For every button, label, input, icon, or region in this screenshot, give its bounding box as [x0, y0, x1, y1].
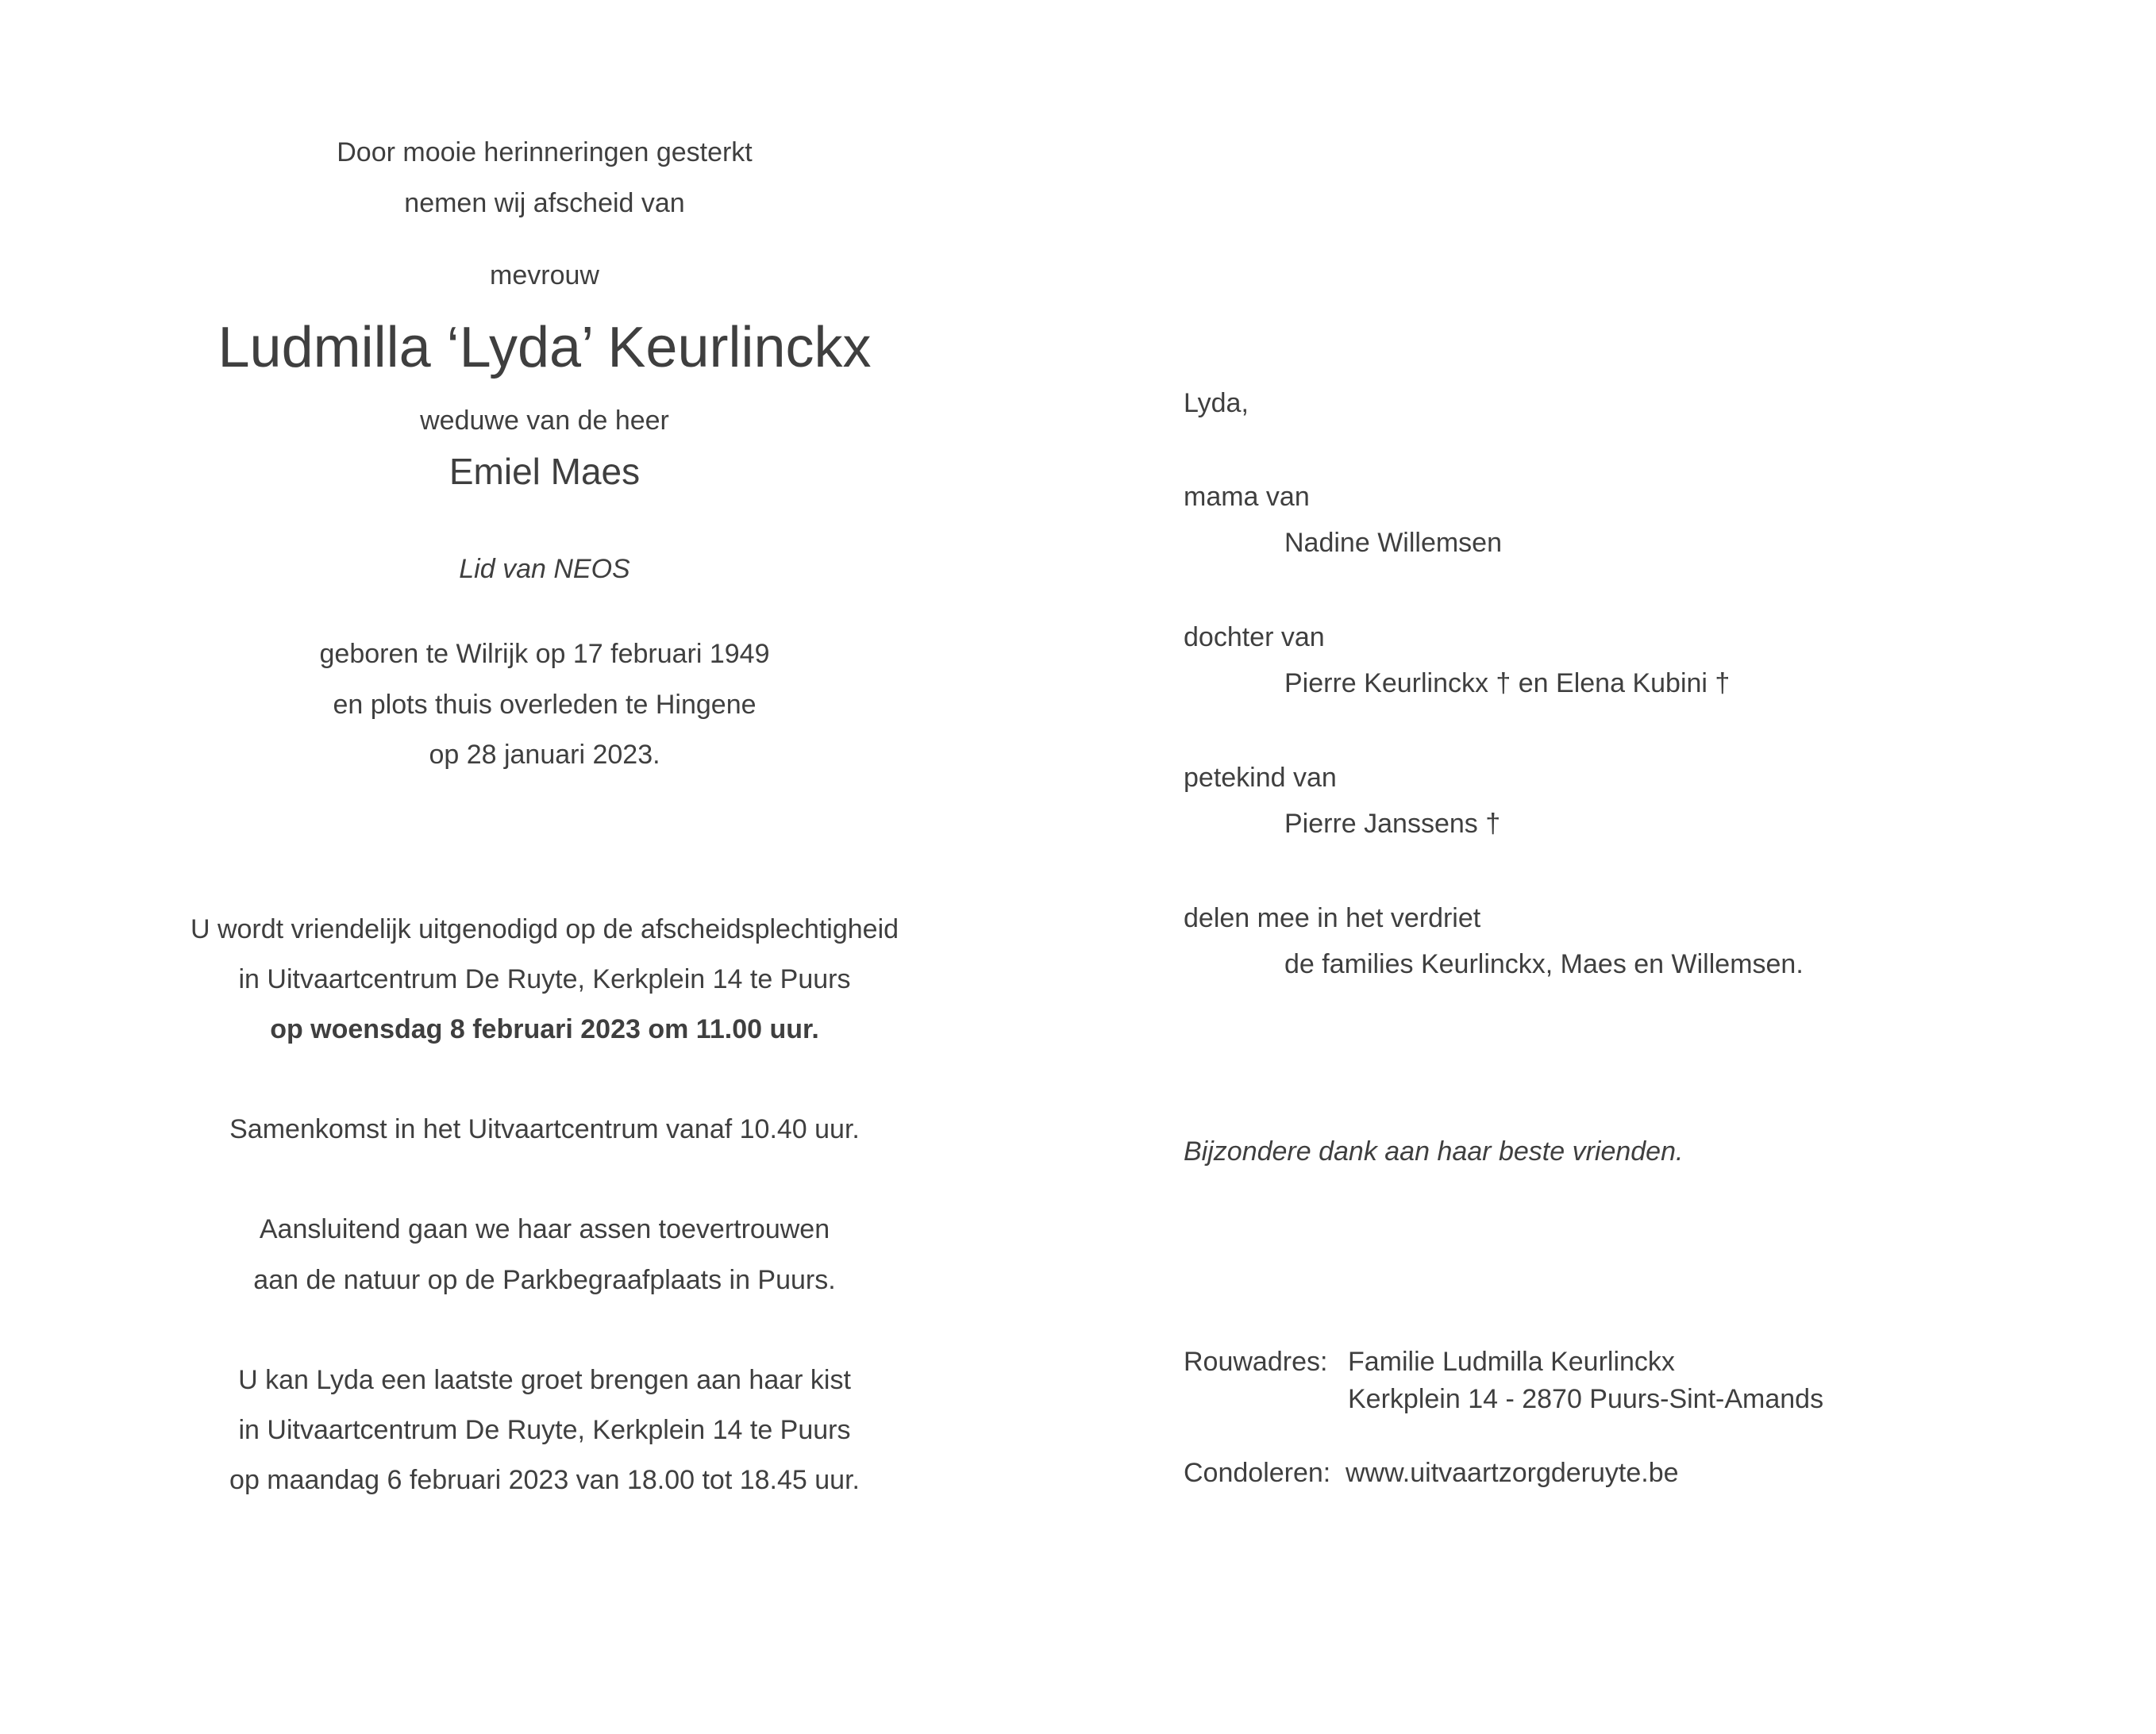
membership: Lid van NEOS [459, 554, 630, 584]
died-date-line: op 28 januari 2023. [429, 740, 660, 770]
share-label: delen mee in het verdriet [1184, 903, 1481, 933]
intro-line-1: Door mooie herinneringen gesterkt [337, 137, 753, 167]
daughter-label: dochter van [1184, 622, 1325, 652]
spouse-name: Emiel Maes [449, 451, 641, 492]
ceremony-line-2: in Uitvaartcentrum De Ruyte, Kerkplein 14 te Puurs [238, 964, 851, 994]
ceremony-date: op woensdag 8 februari 2023 om 11.00 uur. [270, 1014, 819, 1044]
salutation: Lyda, [1184, 388, 1249, 418]
mother-value: Nadine Willemsen [1284, 528, 1502, 558]
honorific: mevrouw [490, 260, 599, 290]
thanks-line: Bijzondere dank aan haar beste vrienden. [1184, 1136, 1684, 1167]
ceremony-line-1: U wordt vriendelijk uitgenodigd op de afscheidsplechtigheid [190, 914, 899, 944]
address-line-2: Kerkplein 14 - 2870 Puurs-Sint-Amands [1348, 1384, 1824, 1414]
widow-of-label: weduwe van de heer [420, 406, 669, 436]
visit-line-1: U kan Lyda een laatste groet brengen aan haar kist [238, 1365, 851, 1395]
condolence-label: Condoleren: [1184, 1458, 1331, 1488]
mother-label: mama van [1184, 482, 1310, 512]
died-line: en plots thuis overleden te Hingene [333, 690, 757, 720]
deceased-name: Ludmilla ‘Lyda’ Keurlinckx [218, 316, 872, 379]
ashes-line-1: Aansluitend gaan we haar assen toevertrouwen [259, 1214, 830, 1244]
share-value: de families Keurlinckx, Maes en Willemsen. [1284, 949, 1804, 979]
address-line-1: Familie Ludmilla Keurlinckx [1348, 1347, 1675, 1377]
visit-line-3: op maandag 6 februari 2023 van 18.00 tot 18.45 uur. [229, 1465, 860, 1495]
daughter-value: Pierre Keurlinckx † en Elena Kubini † [1284, 668, 1731, 698]
address-label: Rouwadres: [1184, 1347, 1328, 1377]
intro-line-2: nemen wij afscheid van [404, 188, 685, 218]
godchild-value: Pierre Janssens † [1284, 809, 1501, 839]
born-line: geboren te Wilrijk op 17 februari 1949 [319, 639, 770, 669]
visit-line-2: in Uitvaartcentrum De Ruyte, Kerkplein 14 te Puurs [238, 1415, 851, 1445]
condolence-website: www.uitvaartzorgderuyte.be [1346, 1458, 1679, 1488]
gathering-line: Samenkomst in het Uitvaartcentrum vanaf 10.40 uur. [229, 1114, 860, 1144]
godchild-label: petekind van [1184, 763, 1337, 793]
ashes-line-2: aan de natuur op de Parkbegraafplaats in Puurs. [253, 1265, 836, 1295]
